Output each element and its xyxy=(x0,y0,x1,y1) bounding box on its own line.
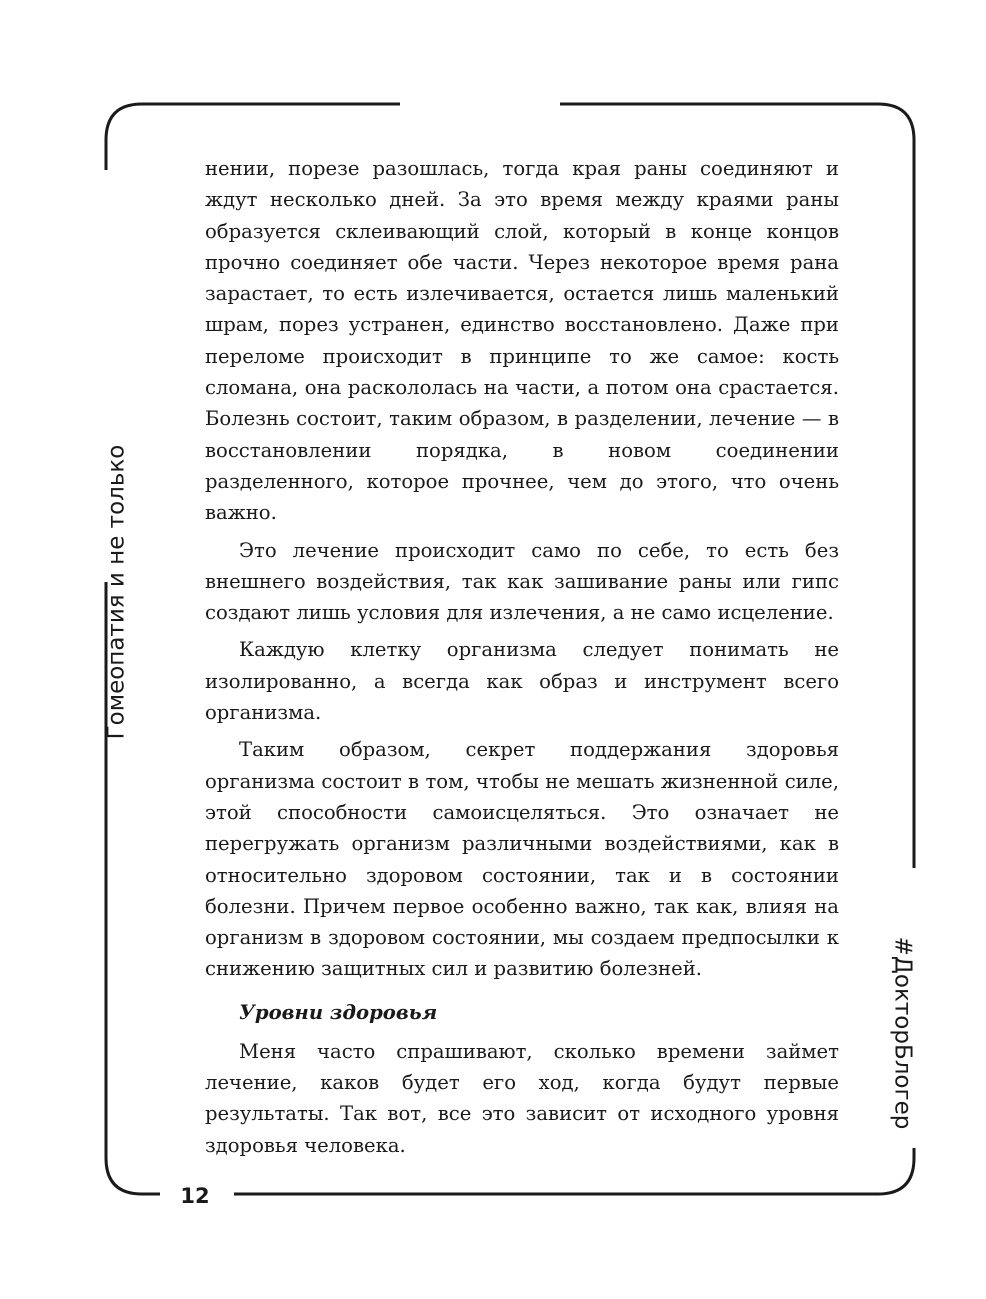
paragraph: Таким образом, секрет поддержания здоровья организма состоит в том, чтобы не мешать жизненной силе, этой способности самоисцеляться. Это означает не перегружать организм различными воздействиями, как в относительно здоровом состоянии, так и в состоянии болезни. Причем первое особенно важно, так как, влияя на организм в здоровом состоянии, мы создаем предпосылки к снижению защитных сил и развитию болезней. xyxy=(205,738,839,981)
paragraph: Меня часто спрашивают, сколько времени займет лечение, каков будет его ход, когда будут первые результаты. Так вот, все это зависит от исходного уровня здоровья человека. xyxy=(205,1039,839,1157)
paragraph: Каждую клетку организма следует понимать не изолированно, а всегда как образ и инструмент всего организма. xyxy=(205,638,839,725)
paragraph: Это лечение происходит само по себе, то есть без внешнего воздействия, так как зашивание раны или гипс создают лишь условия для излечения, а не само исцеление. xyxy=(205,538,839,625)
running-head-right xyxy=(884,936,920,1130)
running-head-left xyxy=(98,444,134,740)
body-text xyxy=(205,153,839,1161)
page-number: 12 xyxy=(180,1184,210,1208)
running-head-right-text: #ДокторБлогер xyxy=(889,936,916,1130)
running-head-left-text: Гомеопатия и не только xyxy=(103,444,129,740)
paragraph-continued: нении, порезе разошлась, тогда края раны соединяют и ждут несколько дней. За это время между краями раны образуется склеивающий слой, который в конце концов прочно соединяет обе части. Через некоторое время рана зарастает, то есть излечивается, остается лишь маленький шрам, порез устранен, единство восстановлено. Даже при переломе происходит в принципе то же самое: кость сломана, она раскололась на части, а потом она срастается. Болезнь состоит, таким образом, в разделении, лечение — в восстановлении порядка, в новом соединении разделенного, которое прочнее, чем до этого, что очень важно. xyxy=(205,157,839,525)
section-subheading: Уровни здоровья xyxy=(239,1000,438,1024)
